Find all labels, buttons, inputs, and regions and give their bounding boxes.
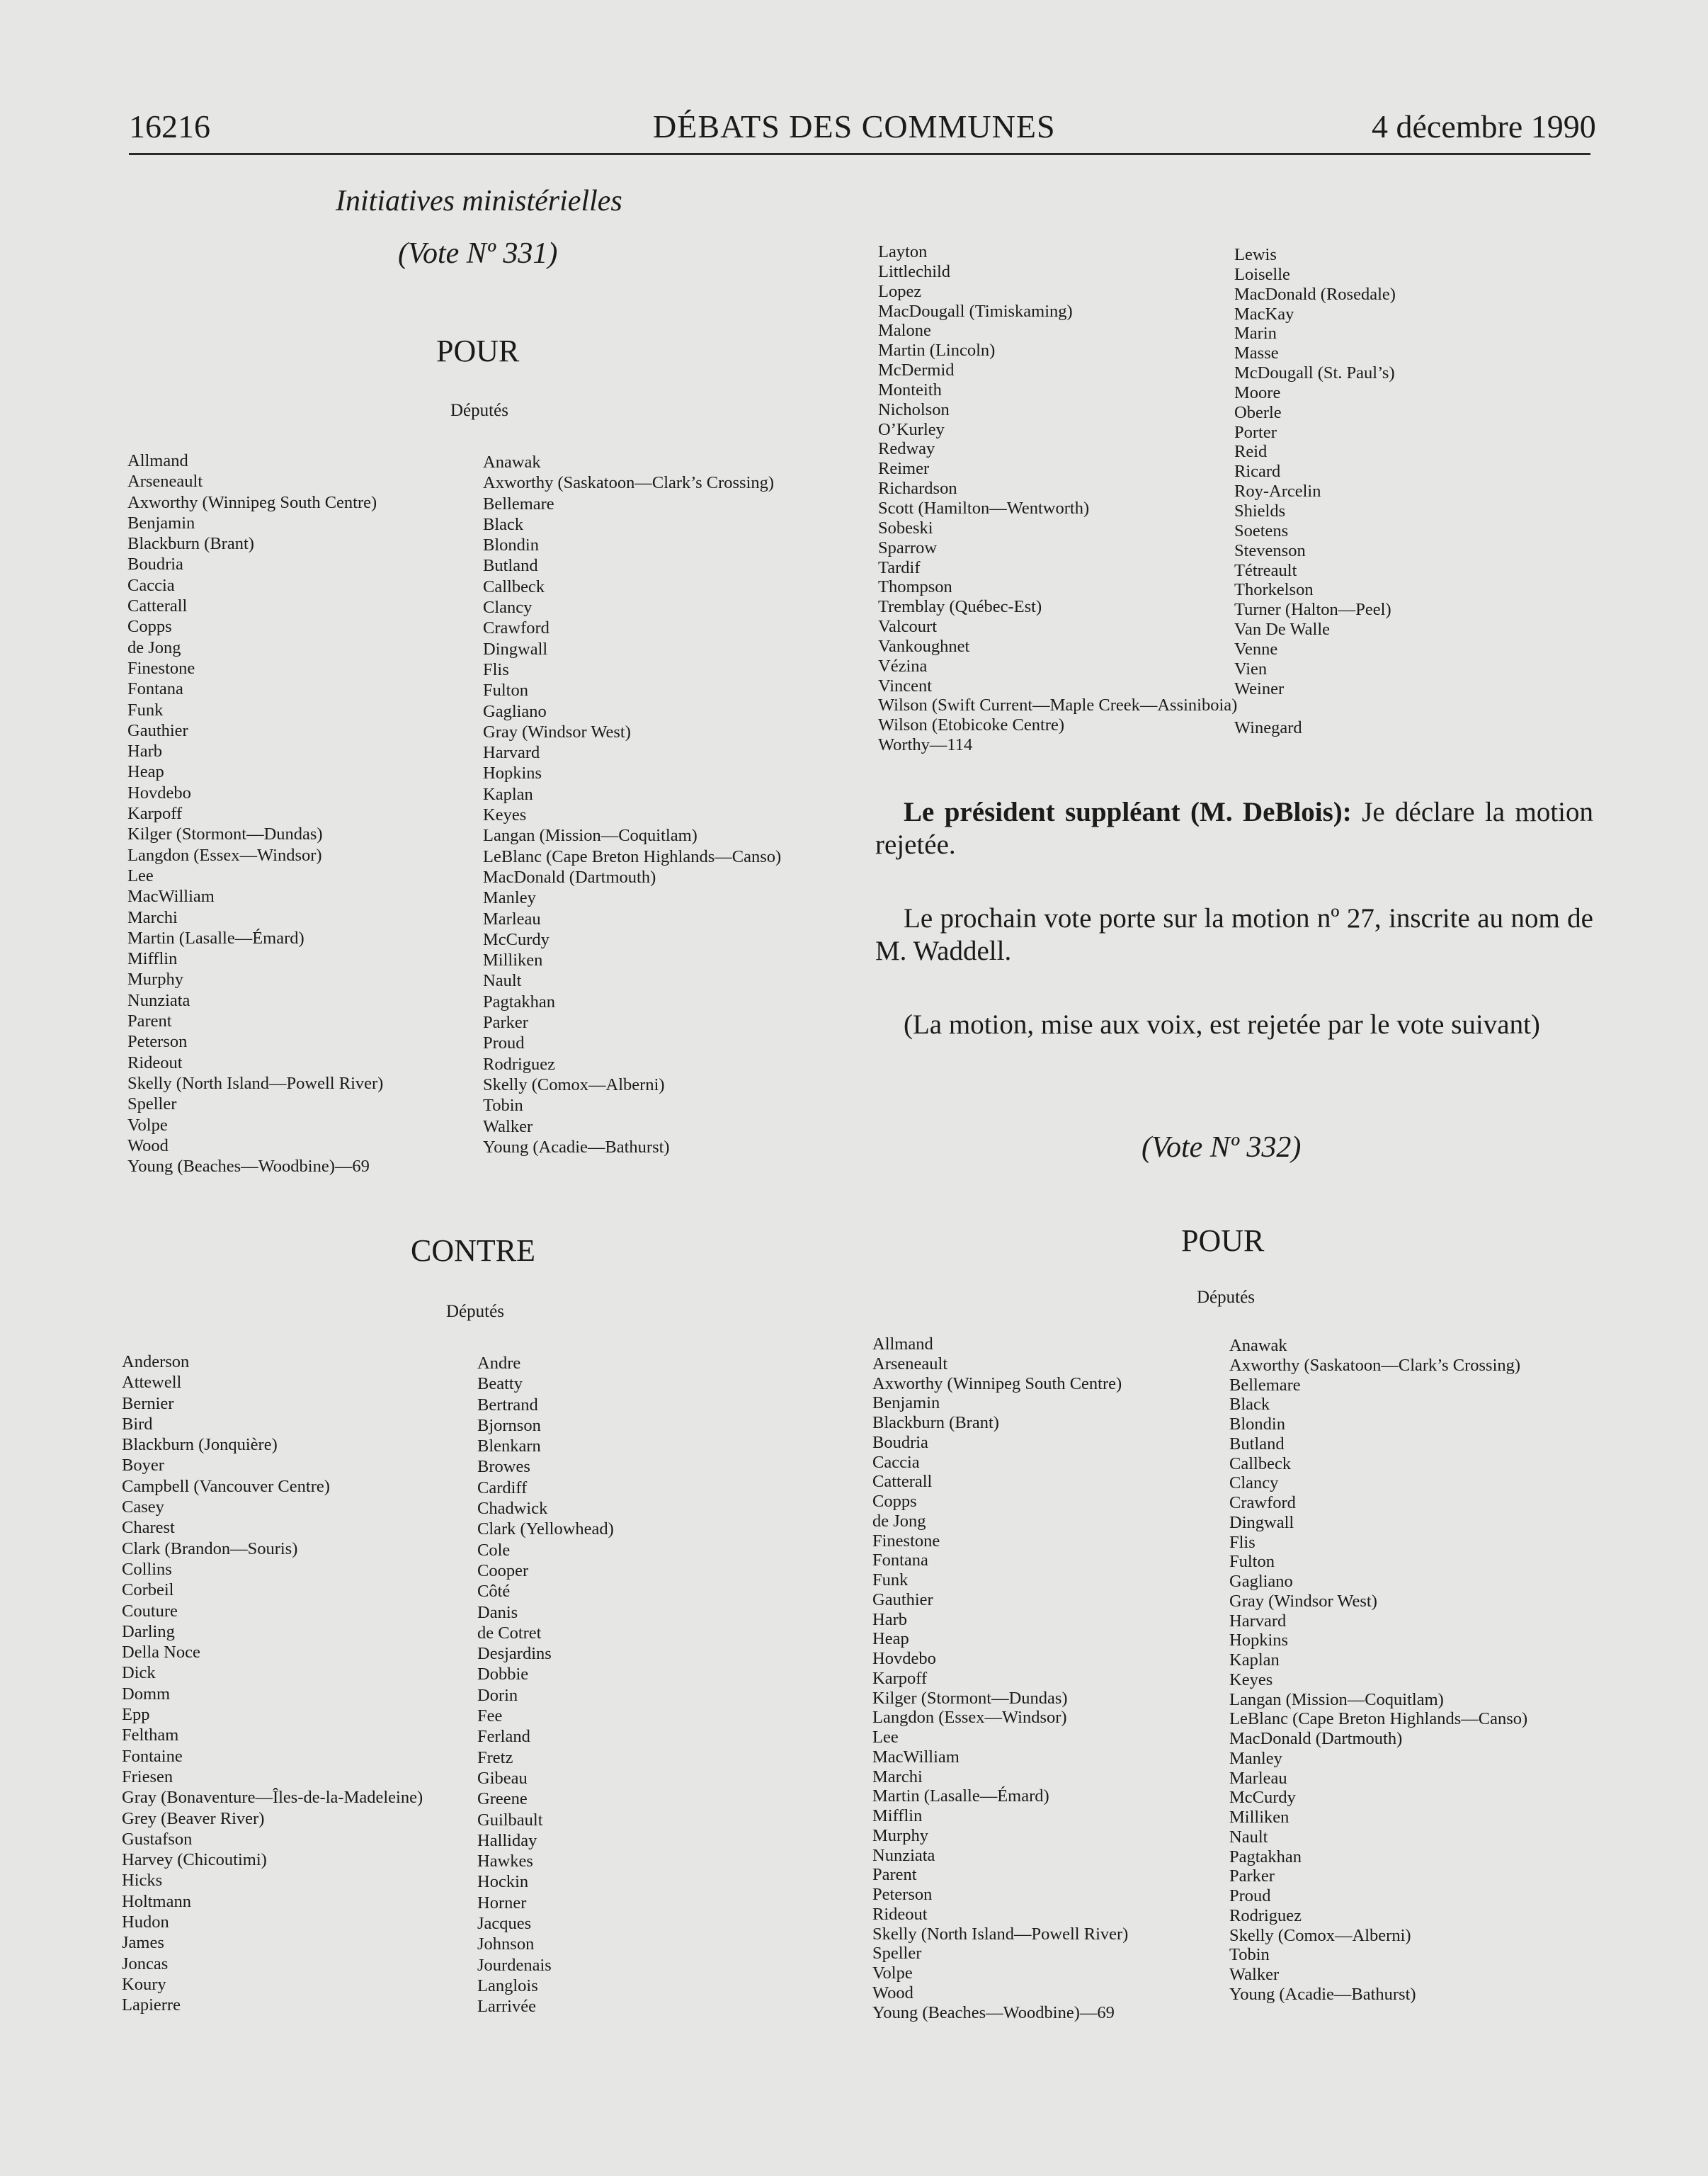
member-name: Dorin xyxy=(477,1685,518,1705)
member-name: Turner (Halton—Peel) xyxy=(1234,600,1391,620)
member-name: Thompson xyxy=(878,577,952,597)
page-date: 4 décembre 1990 xyxy=(1372,108,1596,144)
member-name: Marin xyxy=(1234,324,1277,344)
member-name: Domm xyxy=(122,1684,171,1704)
member-name: Bertrand xyxy=(477,1395,538,1415)
member-name: Clancy xyxy=(1229,1473,1279,1493)
member-name: Fulton xyxy=(483,681,528,701)
member-name: Hopkins xyxy=(483,764,542,783)
member-name: Parker xyxy=(483,1013,528,1033)
member-name: Halliday xyxy=(477,1830,537,1850)
member-name: Côté xyxy=(477,1582,511,1602)
vote-331-contre-list-col4 xyxy=(1234,245,1396,738)
member-name: Langdon (Essex—Windsor) xyxy=(872,1708,1067,1728)
member-name: Axworthy (Saskatoon—Clark’s Crossing) xyxy=(1229,1355,1521,1375)
vote-331-pour-list-col2 xyxy=(483,452,781,1157)
member-name: Feltham xyxy=(122,1726,179,1745)
member-name: Larrivée xyxy=(477,1997,536,2017)
vote-331-contre-list-col1 xyxy=(122,1352,423,2016)
member-name: Couture xyxy=(122,1601,178,1621)
member-name: Monteith xyxy=(878,380,942,400)
member-name: Allmand xyxy=(127,451,188,470)
member-name: Della Noce xyxy=(122,1643,200,1662)
member-name: Finestone xyxy=(127,658,195,678)
member-name: Walker xyxy=(483,1116,533,1136)
member-name: Skelly (North Island—Powell River) xyxy=(872,1924,1129,1944)
member-name: Kaplan xyxy=(1229,1650,1280,1670)
member-name: Vincent xyxy=(878,676,933,696)
member-name: Hawkes xyxy=(477,1852,533,1871)
member-name: Volpe xyxy=(872,1964,913,1983)
member-name: Hudon xyxy=(122,1912,169,1932)
member-name: Collins xyxy=(122,1559,172,1579)
member-name: Tétreault xyxy=(1234,560,1297,580)
member-name: Porter xyxy=(1234,422,1277,442)
member-name: Axworthy (Winnipeg South Centre) xyxy=(872,1373,1122,1393)
member-name: Koury xyxy=(122,1974,166,1994)
member-name: Sparrow xyxy=(878,538,938,557)
member-name: Catterall xyxy=(127,596,188,616)
member-name: Langlois xyxy=(477,1976,538,1995)
member-name: Soetens xyxy=(1234,521,1289,540)
member-name: Loiselle xyxy=(1234,264,1290,284)
member-name: Funk xyxy=(872,1570,909,1590)
member-name: Skelly (Comox—Alberni) xyxy=(1229,1925,1411,1945)
member-name: MacDonald (Dartmouth) xyxy=(483,867,656,887)
member-name: Greene xyxy=(477,1789,528,1809)
member-name: Chadwick xyxy=(477,1499,548,1519)
member-name: Bellemare xyxy=(1229,1375,1301,1395)
member-name: Marchi xyxy=(872,1767,923,1786)
member-name: Allmand xyxy=(872,1334,933,1354)
member-name: Roy-Arcelin xyxy=(1234,482,1321,502)
member-name: Murphy xyxy=(127,970,183,990)
member-name: Sobeski xyxy=(878,518,933,538)
member-name: Anawak xyxy=(1229,1336,1287,1355)
member-name: Worthy—114 xyxy=(878,735,973,755)
member-name: Langdon (Essex—Windsor) xyxy=(127,845,322,865)
section-title: Initiatives ministérielles xyxy=(336,185,622,217)
member-name: Malone xyxy=(878,321,931,341)
member-name: Fontana xyxy=(127,679,183,699)
member-name: Ricard xyxy=(1234,462,1281,482)
member-name: Guilbault xyxy=(477,1810,543,1830)
member-name: Clark (Yellowhead) xyxy=(477,1519,614,1539)
member-name: Nunziata xyxy=(872,1845,935,1865)
member-name: Martin (Lasalle—Émard) xyxy=(872,1786,1049,1806)
member-name: Tobin xyxy=(483,1096,523,1116)
member-name: Harvey (Chicoutimi) xyxy=(122,1850,267,1870)
member-name: Johnson xyxy=(477,1934,535,1954)
member-name: Charest xyxy=(122,1518,175,1538)
member-name: Black xyxy=(1229,1395,1270,1415)
member-name: Tremblay (Québec-Est) xyxy=(878,597,1042,617)
member-name: Proud xyxy=(1229,1886,1271,1905)
member-name: Gauthier xyxy=(127,720,188,740)
member-name: Casey xyxy=(122,1497,164,1517)
member-name: Reid xyxy=(1234,442,1268,462)
member-name: Moore xyxy=(1234,382,1281,402)
member-name: Langan (Mission—Coquitlam) xyxy=(1229,1689,1444,1709)
member-name: Heap xyxy=(872,1629,909,1649)
member-name: Masse xyxy=(1234,344,1279,363)
member-name: Peterson xyxy=(127,1032,188,1052)
publication-title: DÉBATS DES COMMUNES xyxy=(653,108,1056,144)
member-name: Keyes xyxy=(483,805,527,825)
member-name: Nunziata xyxy=(127,990,190,1010)
member-name: Andre xyxy=(477,1354,521,1373)
member-name: Tobin xyxy=(1229,1945,1270,1965)
member-name: Parent xyxy=(127,1012,172,1031)
member-name: Gauthier xyxy=(872,1590,933,1609)
member-name: Karpoff xyxy=(872,1668,928,1688)
member-name: Wilson (Etobicoke Centre) xyxy=(878,715,1064,735)
member-name: Nault xyxy=(483,971,522,991)
member-name: Hicks xyxy=(122,1871,163,1891)
member-name: Flis xyxy=(1229,1532,1256,1552)
header-rule xyxy=(129,153,1590,155)
member-name: Kaplan xyxy=(483,784,533,804)
member-name: Proud xyxy=(483,1033,525,1053)
member-name: Finestone xyxy=(872,1531,940,1551)
member-name: Bird xyxy=(122,1414,153,1434)
member-name: Crawford xyxy=(1229,1493,1296,1512)
member-name: Kilger (Stormont—Dundas) xyxy=(872,1688,1068,1708)
member-name: de Cotret xyxy=(477,1623,542,1643)
member-name: Valcourt xyxy=(878,617,937,637)
member-name: Fretz xyxy=(477,1747,513,1767)
vote-332-pour-list-col1 xyxy=(872,1334,1128,2022)
member-name: Harvard xyxy=(483,743,540,763)
member-name: Lopez xyxy=(878,281,922,301)
member-name: McCurdy xyxy=(483,929,550,949)
member-name: Blackburn (Brant) xyxy=(127,534,254,554)
member-name: Jacques xyxy=(477,1914,532,1934)
member-name: Grey (Beaver River) xyxy=(122,1808,265,1828)
member-name: Hovdebo xyxy=(872,1649,936,1668)
member-name: McDougall (St. Paul’s) xyxy=(1234,363,1395,383)
member-name: Scott (Hamilton—Wentworth) xyxy=(878,498,1090,518)
speaker-name: Le président suppléant (M. DeBlois): xyxy=(904,797,1352,827)
member-name: Hovdebo xyxy=(127,783,191,803)
member-name: Volpe xyxy=(127,1115,168,1135)
result-paragraph xyxy=(875,1009,1593,1041)
member-name xyxy=(1234,698,1396,718)
member-name: Flis xyxy=(483,659,509,679)
member-name: Speller xyxy=(127,1094,177,1114)
member-name: Vien xyxy=(1234,659,1268,679)
vote-331-contre-subheading: Députés xyxy=(446,1302,504,1321)
member-name: Fontana xyxy=(872,1551,928,1570)
member-name: Gray (Windsor West) xyxy=(483,722,631,742)
member-name: Thorkelson xyxy=(1234,580,1314,600)
member-name: Black xyxy=(483,514,524,534)
member-name: Dick xyxy=(122,1663,156,1683)
vote-332-pour-heading: POUR xyxy=(1181,1223,1265,1258)
member-name: Kilger (Stormont—Dundas) xyxy=(127,824,323,844)
member-name: Copps xyxy=(127,617,172,637)
member-name: Anderson xyxy=(122,1352,190,1371)
member-name: Blackburn (Jonquière) xyxy=(122,1435,278,1455)
member-name: Cole xyxy=(477,1540,511,1560)
member-name: Harb xyxy=(127,742,162,761)
vote-331-pour-heading: POUR xyxy=(436,334,520,368)
member-name: Lapierre xyxy=(122,1995,181,2015)
member-name: LeBlanc (Cape Breton Highlands—Canso) xyxy=(483,846,782,866)
member-name: Cardiff xyxy=(477,1478,528,1497)
member-name: Young (Beaches—Woodbine)—69 xyxy=(872,2002,1115,2022)
member-name: Reimer xyxy=(878,459,930,479)
member-name: Boyer xyxy=(122,1456,164,1475)
next-vote-paragraph xyxy=(875,902,1593,968)
member-name: Fulton xyxy=(1229,1552,1275,1572)
member-name: Friesen xyxy=(122,1767,173,1786)
member-name: Jourdenais xyxy=(477,1955,552,1975)
member-name: Martin (Lasalle—Émard) xyxy=(127,928,304,948)
member-name: Callbeck xyxy=(1229,1454,1292,1473)
member-name: Speller xyxy=(872,1944,922,1964)
vote-331-contre-list-col3 xyxy=(878,242,1237,755)
member-name: Cooper xyxy=(477,1560,529,1580)
member-name: Winegard xyxy=(1234,718,1302,738)
member-name: Blackburn (Brant) xyxy=(872,1413,999,1432)
member-name: Parent xyxy=(872,1865,917,1885)
member-name: Rodriguez xyxy=(483,1054,556,1074)
member-name: Rodriguez xyxy=(1229,1905,1302,1925)
next-vote-text: Le prochain vote porte sur la motion nº 27, inscrite au nom de M. Waddell. xyxy=(875,903,1593,966)
member-name: Harb xyxy=(872,1609,907,1629)
member-name: Axworthy (Saskatoon—Clark’s Crossing) xyxy=(483,473,775,493)
member-name: Manley xyxy=(1229,1748,1282,1768)
member-name: Clancy xyxy=(483,598,533,618)
member-name: Walker xyxy=(1229,1965,1280,1984)
member-name: Lee xyxy=(872,1728,899,1747)
member-name: Caccia xyxy=(872,1452,920,1472)
member-name: Oberle xyxy=(1234,402,1282,422)
member-name: Bjornson xyxy=(477,1415,541,1435)
member-name: Pagtakhan xyxy=(1229,1847,1302,1866)
member-name: Parker xyxy=(1229,1866,1275,1886)
member-name: Corbeil xyxy=(122,1580,174,1600)
member-name: MacDonald (Rosedale) xyxy=(1234,284,1396,304)
member-name: Arseneault xyxy=(127,472,203,492)
member-name: Blenkarn xyxy=(477,1436,541,1456)
member-name: Manley xyxy=(483,888,536,908)
member-name: Beatty xyxy=(477,1374,523,1394)
member-name: Dobbie xyxy=(477,1665,529,1684)
member-name: Campbell (Vancouver Centre) xyxy=(122,1476,330,1496)
member-name: Marleau xyxy=(1229,1768,1287,1788)
vote-332-label: (Vote Nº 332) xyxy=(1141,1131,1302,1164)
member-name: Venne xyxy=(1234,639,1278,659)
member-name: Epp xyxy=(122,1705,150,1725)
member-name: Littlechild xyxy=(878,261,951,281)
member-name: MacWilliam xyxy=(872,1747,960,1767)
member-name: MacWilliam xyxy=(127,887,215,907)
member-name: Arseneault xyxy=(872,1354,948,1373)
member-name: Holtmann xyxy=(122,1891,191,1911)
vote-332-pour-subheading: Députés xyxy=(1197,1288,1255,1307)
vote-331-pour-list-col1 xyxy=(127,450,383,1177)
member-name: Gagliano xyxy=(483,701,547,721)
member-name: Peterson xyxy=(872,1885,933,1904)
member-name: Nault xyxy=(1229,1827,1268,1847)
member-name: Wilson (Swift Current—Maple Creek—Assiniboia) xyxy=(878,696,1238,715)
member-name: Young (Acadie—Bathurst) xyxy=(1229,1984,1416,2004)
member-name: Bernier xyxy=(122,1393,174,1413)
member-name: Butland xyxy=(483,556,538,576)
member-name: Heap xyxy=(127,762,164,782)
member-name: Murphy xyxy=(872,1825,928,1845)
member-name: Martin (Lincoln) xyxy=(878,341,996,361)
member-name: Milliken xyxy=(483,951,543,970)
member-name: Harvard xyxy=(1229,1611,1287,1631)
member-name: Mifflin xyxy=(127,949,178,969)
member-name: Vankoughnet xyxy=(878,636,970,656)
member-name: de Jong xyxy=(872,1511,926,1531)
member-name: Dingwall xyxy=(483,639,548,659)
member-name: Tardif xyxy=(878,557,921,577)
member-name: Weiner xyxy=(1234,679,1285,698)
member-name: McDermid xyxy=(878,361,955,380)
member-name: Fontaine xyxy=(122,1746,183,1766)
member-name: Nicholson xyxy=(878,400,950,419)
member-name: Richardson xyxy=(878,479,957,499)
member-name: Blondin xyxy=(1229,1415,1285,1434)
member-name: Caccia xyxy=(127,575,175,595)
member-name: Vézina xyxy=(878,656,928,676)
member-name: Butland xyxy=(1229,1434,1285,1454)
member-name: Mifflin xyxy=(872,1806,923,1825)
speaker-statement: Je déclare la motion rejetée. xyxy=(875,797,1594,860)
member-name: Gray (Windsor West) xyxy=(1229,1591,1377,1611)
speaker-paragraph xyxy=(875,796,1593,861)
member-name: LeBlanc (Cape Breton Highlands—Canso) xyxy=(1229,1709,1528,1729)
member-name: Copps xyxy=(872,1492,917,1511)
member-name: Attewell xyxy=(122,1373,182,1393)
member-name: Layton xyxy=(878,242,928,261)
member-name: Young (Beaches—Woodbine)—69 xyxy=(127,1157,370,1177)
member-name: McCurdy xyxy=(1229,1788,1296,1808)
vote-331-contre-heading: CONTRE xyxy=(411,1233,535,1268)
member-name: Shields xyxy=(1234,501,1286,521)
vote-331-contre-list-col2 xyxy=(477,1353,614,2017)
member-name: Gustafson xyxy=(122,1829,193,1849)
member-name: Catterall xyxy=(872,1472,933,1492)
member-name: Crawford xyxy=(483,618,550,638)
member-name: Ferland xyxy=(477,1727,530,1747)
member-name: Bellemare xyxy=(483,494,554,514)
vote-332-pour-list-col2 xyxy=(1229,1336,1527,2005)
member-name: Boudria xyxy=(872,1432,928,1452)
member-name: Axworthy (Winnipeg South Centre) xyxy=(127,492,377,512)
member-name: Van De Walle xyxy=(1234,620,1331,640)
member-name: Langan (Mission—Coquitlam) xyxy=(483,826,698,846)
member-name: MacKay xyxy=(1234,304,1294,324)
member-name: Karpoff xyxy=(127,804,183,824)
member-name: Skelly (Comox—Alberni) xyxy=(483,1075,665,1094)
vote-331-label: (Vote Nº 331) xyxy=(398,237,558,270)
member-name: Joncas xyxy=(122,1954,169,1973)
page-number: 16216 xyxy=(129,108,210,144)
member-name: de Jong xyxy=(127,638,181,657)
member-name: Fee xyxy=(477,1706,503,1726)
member-name: Danis xyxy=(477,1602,518,1622)
member-name: Blondin xyxy=(483,536,539,555)
member-name: Stevenson xyxy=(1234,540,1306,560)
vote-331-pour-subheading: Députés xyxy=(450,401,508,420)
member-name: Gibeau xyxy=(477,1768,528,1788)
member-name: MacDougall (Timiskaming) xyxy=(878,301,1073,321)
member-name: Marleau xyxy=(483,909,541,929)
member-name: Gagliano xyxy=(1229,1572,1293,1591)
member-name: MacDonald (Dartmouth) xyxy=(1229,1729,1403,1748)
member-name: James xyxy=(122,1933,164,1953)
member-name: Gray (Bonaventure—Îles-de-la-Madeleine) xyxy=(122,1788,423,1808)
member-name: Funk xyxy=(127,700,164,720)
member-name: Wood xyxy=(872,1983,913,2002)
member-name: Pagtakhan xyxy=(483,992,556,1012)
member-name: Desjardins xyxy=(477,1644,552,1664)
member-name: Young (Acadie—Bathurst) xyxy=(483,1137,670,1157)
member-name: Wood xyxy=(127,1135,169,1155)
member-name: Benjamin xyxy=(872,1393,940,1413)
member-name: Keyes xyxy=(1229,1670,1273,1689)
member-name: Benjamin xyxy=(127,513,195,533)
member-name: Hockin xyxy=(477,1872,529,1892)
member-name: Milliken xyxy=(1229,1808,1289,1827)
member-name: Browes xyxy=(477,1457,530,1477)
member-name: Redway xyxy=(878,439,935,459)
member-name: Clark (Brandon—Souris) xyxy=(122,1538,298,1558)
result-text: (La motion, mise aux voix, est rejetée par le vote suivant) xyxy=(904,1009,1540,1040)
member-name: Lewis xyxy=(1234,245,1277,264)
member-name: Darling xyxy=(122,1621,175,1641)
member-name: Rideout xyxy=(127,1053,183,1072)
member-name: Anawak xyxy=(483,453,541,472)
member-name: Horner xyxy=(477,1893,527,1912)
member-name: Dingwall xyxy=(1229,1512,1294,1532)
member-name: Rideout xyxy=(872,1904,928,1924)
member-name: Callbeck xyxy=(483,577,545,596)
member-name: Skelly (North Island—Powell River) xyxy=(127,1073,384,1093)
member-name: Boudria xyxy=(127,555,183,574)
member-name: Hopkins xyxy=(1229,1631,1289,1650)
member-name: O’Kurley xyxy=(878,419,945,439)
member-name: Marchi xyxy=(127,907,178,927)
member-name: Lee xyxy=(127,866,154,885)
